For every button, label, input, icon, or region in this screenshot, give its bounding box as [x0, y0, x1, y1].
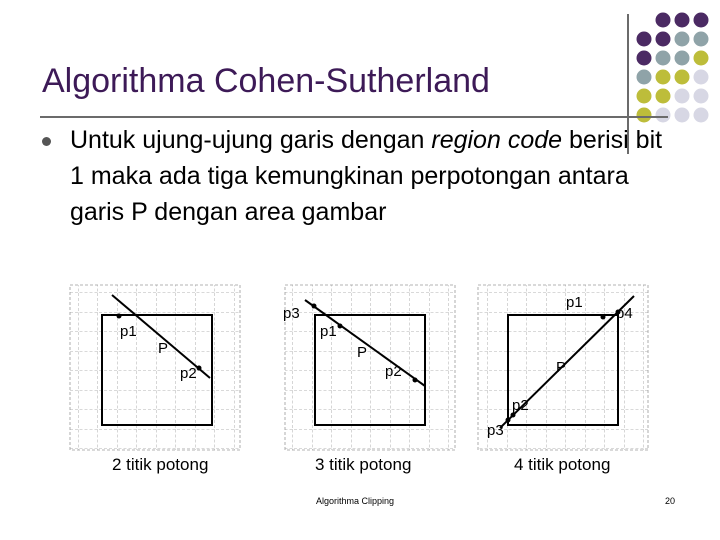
figure-3-label-P: P	[556, 359, 567, 376]
figure-3-label-p1: p1	[566, 294, 583, 311]
figure-2-label-p1: p1	[320, 323, 337, 340]
figure-3-label-p3: p3	[487, 422, 504, 439]
figure-3-caption: 4 titik potong	[514, 455, 611, 474]
figure-2-point-p1	[338, 324, 343, 329]
figure-2-label-p3: p3	[283, 305, 300, 322]
figure-1-label-P: P	[158, 340, 169, 357]
figure-3-intersections	[283, 285, 455, 450]
figure-1-label-p1: p1	[120, 323, 137, 340]
figure-3-label-p2: p2	[512, 397, 529, 414]
figure-1-label-p2: p2	[180, 365, 197, 382]
figure-2-intersections	[70, 285, 240, 450]
figure-1-point-p2	[197, 366, 202, 371]
bullet-text-part-1: Untuk ujung-ujung garis dengan	[70, 126, 432, 154]
figure-2-label-p2: p2	[385, 363, 402, 380]
figure-3-point-p3	[506, 418, 511, 423]
figure-2-caption: 3 titik potong	[315, 455, 412, 474]
figure-1-caption: 2 titik potong	[112, 455, 209, 474]
footer-text: Algorithma Clipping	[316, 496, 395, 506]
figure-2-label-P: P	[357, 344, 368, 361]
bullet-text-italic: region code	[431, 126, 563, 154]
bullet-text-part-2: berisi bit 1 maka ada tiga kemungkinan perpotongan antara garis P dengan area gambar	[70, 126, 663, 226]
figure-1-point-p1	[117, 314, 122, 319]
figure-4-intersections	[478, 285, 648, 450]
figure-3-point-p4	[601, 315, 606, 320]
figure-2-point-p2	[413, 378, 418, 383]
page-number: 20	[665, 496, 676, 506]
figure-3-label-p4: p4	[616, 305, 633, 322]
slide-title: Algorithma Cohen-Sutherland	[42, 62, 490, 100]
figure-2-point-p3	[312, 304, 317, 309]
